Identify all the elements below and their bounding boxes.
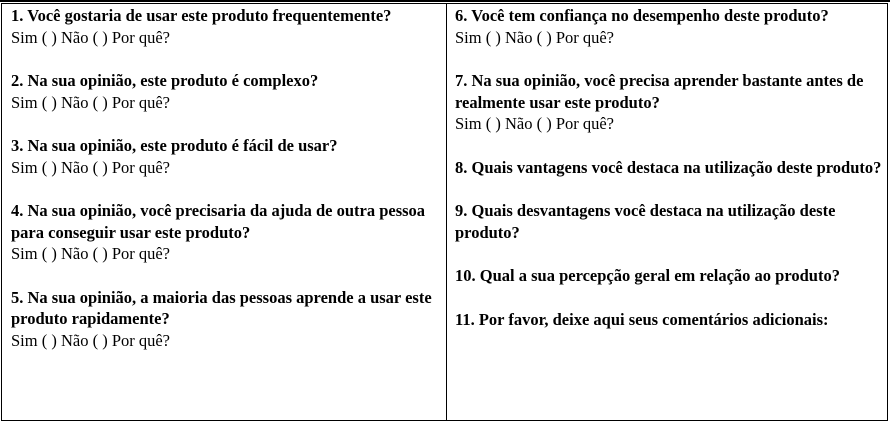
question-text: 4. Na sua opinião, você precisaria da ajuda de outra pessoa para conseguir usar este produto?	[11, 201, 426, 242]
question-text: 1. Você gostaria de usar este produto frequentemente?	[11, 6, 392, 25]
question-5	[11, 287, 441, 352]
answer-options: Sim ( ) Não ( ) Por quê?	[11, 92, 171, 112]
question-9	[455, 200, 885, 243]
question-text: 10. Qual a sua percepção geral em relação ao produto?	[455, 266, 840, 285]
question-6	[455, 5, 885, 48]
top-border-line	[0, 0, 890, 2]
answer-options: Sim ( ) Não ( ) Por quê?	[11, 330, 171, 350]
question-text: 2. Na sua opinião, este produto é complexo?	[11, 71, 319, 90]
answer-options: Sim ( ) Não ( ) Por quê?	[455, 27, 615, 47]
question-4	[11, 200, 441, 265]
answer-options: Sim ( ) Não ( ) Por quê?	[455, 114, 615, 133]
question-text: 11. Por favor, deixe aqui seus comentários adicionais:	[455, 309, 829, 329]
question-10	[455, 265, 885, 287]
right-column	[455, 5, 885, 330]
question-text: 3. Na sua opinião, este produto é fácil de usar?	[11, 136, 338, 155]
question-1	[11, 5, 441, 48]
answer-options: Sim ( ) Não ( ) Por quê?	[11, 244, 171, 263]
answer-options: Sim ( ) Não ( ) Por quê?	[11, 27, 171, 47]
question-text: 6. Você tem confiança no desempenho deste produto?	[455, 6, 829, 25]
question-text: 7. Na sua opinião, você precisa aprender bastante antes de realmente usar este produto?	[455, 71, 864, 112]
question-2	[11, 70, 441, 113]
question-text: 9. Quais desvantagens você destaca na utilização deste produto?	[455, 201, 836, 242]
left-column	[11, 5, 441, 351]
column-divider	[446, 3, 447, 421]
question-text: 5. Na sua opinião, a maioria das pessoas aprende a usar este produto rapidamente?	[11, 287, 432, 328]
question-text: 8. Quais vantagens você destaca na utilização deste produto?	[455, 157, 882, 177]
question-8	[455, 157, 885, 179]
question-11	[455, 309, 885, 331]
question-3	[11, 135, 441, 178]
answer-options: Sim ( ) Não ( ) Por quê?	[11, 157, 171, 177]
question-7	[455, 70, 885, 135]
